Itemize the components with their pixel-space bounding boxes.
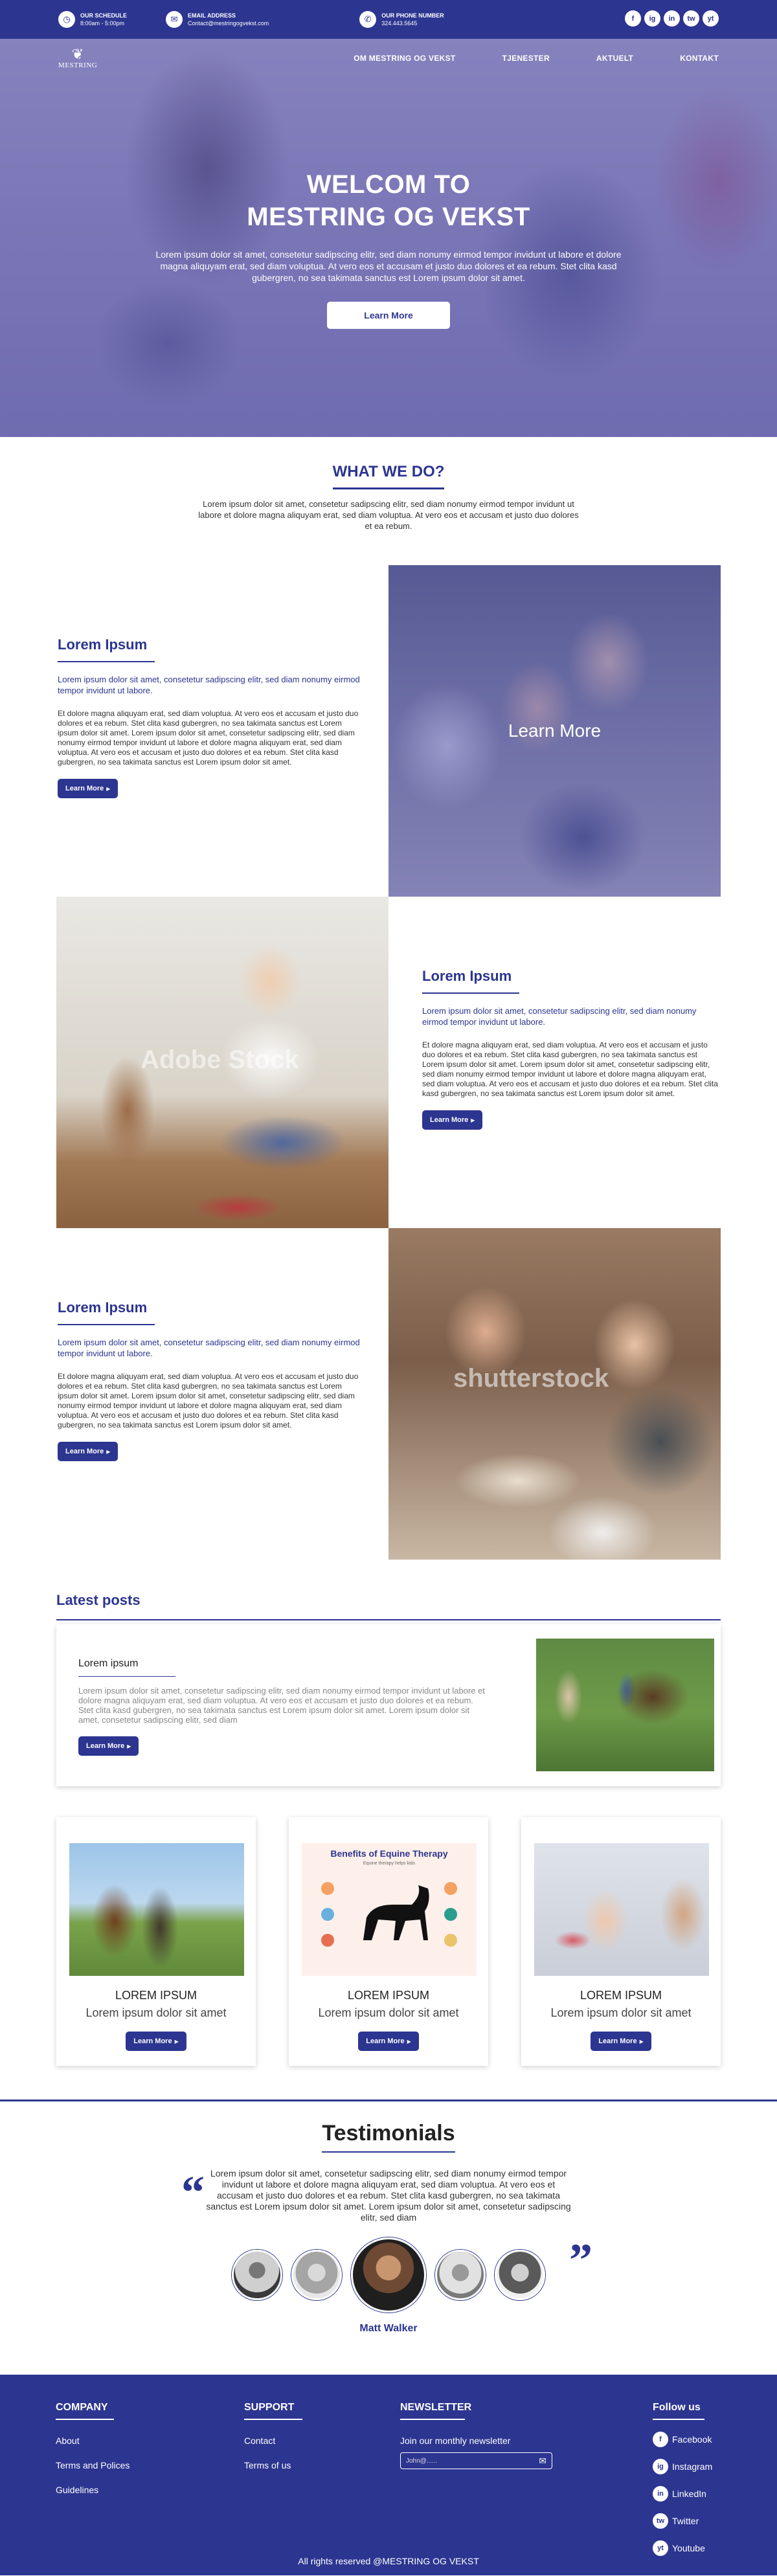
- post-cards: [56, 1817, 721, 2066]
- main-nav: [0, 39, 777, 78]
- post-card-2-subtitle: Lorem ipsum dolor sit amet: [318, 2006, 459, 2019]
- post-card-3: [521, 1817, 721, 2066]
- schedule-info: [58, 11, 127, 28]
- featured-post-button-label: Learn More: [86, 1742, 125, 1750]
- testimonial-name: Matt Walker: [359, 2323, 418, 2334]
- post-card-1: [56, 1817, 256, 2066]
- what-we-do-section: [0, 437, 777, 532]
- phone-label: OUR PHONE NUMBER: [381, 12, 444, 19]
- feature-1-learn-more-button[interactable]: [58, 779, 118, 798]
- social-icons: [625, 10, 719, 27]
- footer-youtube-link[interactable]: [653, 2540, 712, 2556]
- feature-2-title: Lorem Ipsum: [422, 968, 519, 994]
- nav-links: [354, 54, 719, 63]
- close-quote-icon: ”: [569, 2234, 592, 2286]
- feature-1-button-label: Learn More: [65, 785, 104, 792]
- youtube-icon: yt: [653, 2540, 668, 2556]
- footer-support-title: SUPPORT: [244, 2402, 302, 2420]
- phone-value[interactable]: 324.443.5645: [381, 20, 418, 27]
- footer-newsletter-title: NEWSLETTER: [400, 2402, 465, 2420]
- footer-link-guidelines[interactable]: Guidelines: [56, 2485, 99, 2495]
- featured-post-card: [56, 1624, 721, 1786]
- hero-learn-more-button[interactable]: Learn More: [327, 302, 450, 329]
- hero-text: Lorem ipsum dolor sit amet, consetetur sadipscing elitr, sed diam nonumy eirmod tempor invidunt ut labore et dolore magna aliquyam erat, sed diam voluptua. At vero eos et accusam et justo duo dolores et ea rebum. Stet clita kasd gubergren, no sea takimata sanctus est Lorem ipsum dolor sit amet.: [155, 249, 622, 283]
- feature-2-button-label: Learn More: [430, 1116, 469, 1124]
- feature-3-title: Lorem Ipsum: [58, 1299, 155, 1325]
- footer: [0, 2375, 777, 2575]
- feature-2-text: [388, 897, 721, 1228]
- play-arrow-icon: ▶: [106, 786, 111, 792]
- feature-2-image: [56, 897, 388, 1228]
- hero-title-line2: MESTRING OG VEKST: [247, 203, 530, 231]
- twitter-icon: tw: [653, 2513, 668, 2529]
- play-arrow-icon: ▶: [127, 1743, 131, 1749]
- feature-3-image: [388, 1228, 721, 1560]
- feature-1-body: Et dolore magna aliquyam erat, sed diam voluptua. At vero eos et accusam et justo duo dolores et ea rebum. Stet clita kasd gubergren, no sea takimata sanctus est Lorem ipsum dolor sit amet. Lorem ipsum dolor sit amet, consetetur sadipscing elitr, sed diam nonumy eirmod tempor invidunt ut labore et dolore magna aliquyam erat, sed diam voluptua. At vero eos et accusam et justo duo dolores et ea rebum. Stet clita kasd gubergren, no sea takimata sanctus est Lorem ipsum dolor sit amet.: [58, 709, 359, 767]
- feature-row-3: [56, 1228, 721, 1560]
- post-card-3-title: LOREM IPSUM: [580, 1989, 662, 2002]
- nav-link-om-mestring[interactable]: OM MESTRING OG VEKST: [354, 54, 456, 63]
- testimonials-title: Testimonials: [322, 2121, 455, 2153]
- facebook-icon[interactable]: f: [625, 10, 641, 27]
- play-arrow-icon: ▶: [639, 2039, 644, 2044]
- latest-posts-title: Latest posts: [56, 1592, 721, 1620]
- email-label: EMAIL ADDRESS: [188, 12, 236, 19]
- avatar[interactable]: [435, 2250, 486, 2300]
- post-card-3-learn-more-button[interactable]: [591, 2032, 651, 2051]
- testimonial-text: Lorem ipsum dolor sit amet, consetetur sadipscing elitr, sed diam nonumy eirmod tempor invidunt ut labore et dolore magna aliquyam erat, sed diam voluptua. At vero eos et accusam et justo duo dolores et ea rebum. Stet clita kasd gubergren, no sea takimata sanctus est Lorem ipsum dolor sit amet. Lorem ipsum dolor sit amet, consetetur sadipscing elitr, sed diam: [206, 2168, 571, 2223]
- newsletter-text: Join our monthly newsletter: [400, 2436, 511, 2446]
- hero-title-line1: WELCOM TO: [306, 170, 471, 199]
- post-card-2-image: [302, 1843, 477, 1976]
- featured-post-image: [536, 1639, 714, 1771]
- instagram-label: Instagram: [672, 2461, 713, 2472]
- avatar[interactable]: [495, 2250, 545, 2300]
- feature-2-watermark: Adobe Stock: [141, 1046, 299, 1074]
- post-card-1-learn-more-button[interactable]: [126, 2032, 186, 2051]
- play-arrow-icon: ▶: [174, 2039, 179, 2044]
- footer-link-terms-policies[interactable]: Terms and Polices: [56, 2460, 130, 2470]
- footer-support: [244, 2402, 302, 2470]
- feature-1-text: [56, 565, 388, 897]
- feature-2-body: Et dolore magna aliquyam erat, sed diam voluptua. At vero eos et accusam et justo duo dolores et ea rebum. Stet clita kasd gubergren, no sea takimata sanctus est Lorem ipsum dolor sit amet. Lorem ipsum dolor sit amet, consetetur sadipscing elitr, sed diam nonumy eirmod tempor invidunt ut labore et dolore magna aliquyam erat, sed diam voluptua. At vero eos et accusam et justo duo dolores et ea rebum. Stet clita kasd gubergren, no sea takimata sanctus est Lorem ipsum dolor sit amet.: [422, 1040, 718, 1098]
- nav-link-aktuelt[interactable]: AKTUELT: [596, 54, 634, 63]
- feature-row-1: [56, 565, 721, 897]
- feature-1-image-overlay[interactable]: Learn More: [508, 721, 602, 741]
- phone-icon: ✆: [359, 11, 376, 28]
- nav-link-tjenester[interactable]: TJENESTER: [502, 54, 550, 63]
- feature-1-title: Lorem Ipsum: [58, 636, 155, 662]
- footer-follow-title: Follow us: [653, 2402, 704, 2420]
- footer-facebook-link[interactable]: [653, 2432, 712, 2447]
- feature-row-2: [56, 897, 721, 1228]
- post-card-3-subtitle: Lorem ipsum dolor sit amet: [550, 2006, 692, 2019]
- email-info[interactable]: [166, 11, 269, 28]
- footer-instagram-link[interactable]: [653, 2459, 712, 2474]
- featured-post-text: [78, 1639, 486, 1786]
- phone-info[interactable]: [359, 11, 444, 28]
- youtube-label: Youtube: [672, 2543, 705, 2553]
- facebook-icon: f: [653, 2432, 668, 2447]
- envelope-icon[interactable]: ✉: [539, 2455, 546, 2466]
- post-card-1-image: [69, 1843, 244, 1976]
- post-card-2-learn-more-button[interactable]: [358, 2032, 418, 2051]
- play-arrow-icon: ▶: [471, 1117, 475, 1123]
- play-arrow-icon: ▶: [106, 1449, 111, 1455]
- twitter-label: Twitter: [672, 2516, 699, 2526]
- footer-linkedin-link[interactable]: [653, 2486, 712, 2502]
- hero-content: [0, 168, 777, 329]
- top-info-bar: [0, 0, 777, 39]
- feature-3-learn-more-button[interactable]: [58, 1442, 118, 1461]
- footer-link-about[interactable]: About: [56, 2436, 80, 2446]
- email-value[interactable]: Contact@mestringogvekst.com: [188, 20, 269, 27]
- avatar[interactable]: [232, 2250, 282, 2300]
- feature-2-lead: Lorem ipsum dolor sit amet, consetetur sadipscing elitr, sed diam nonumy eirmod tempor invidunt ut labore.: [422, 1006, 697, 1027]
- hero-section: [0, 39, 777, 437]
- feature-3-text: [56, 1228, 388, 1560]
- linkedin-icon[interactable]: in: [664, 10, 680, 27]
- footer-twitter-link[interactable]: [653, 2513, 712, 2529]
- equine-image-title: Benefits of Equine Therapy: [330, 1848, 448, 1859]
- footer-company-title: COMPANY: [56, 2402, 114, 2420]
- feature-1-lead: Lorem ipsum dolor sit amet, consetetur sadipscing elitr, sed diam nonumy eirmod tempor invidunt ut labore.: [58, 675, 360, 695]
- footer-link-terms-of-us[interactable]: Terms of us: [244, 2460, 291, 2470]
- newsletter-placeholder: John@......: [406, 2457, 438, 2465]
- what-we-do-text: Lorem ipsum dolor sit amet, consetetur sadipscing elitr, sed diam nonumy eirmod tempor invidunt ut labore et dolore magna aliquyam erat, sed diam voluptua. At vero eos et accusam et justo duo dolores et ea rebum.: [198, 499, 579, 531]
- instagram-icon[interactable]: ig: [644, 10, 660, 27]
- post-card-2-title: LOREM IPSUM: [347, 1989, 430, 2002]
- avatar[interactable]: [291, 2250, 342, 2300]
- what-we-do-title: WHAT WE DO?: [333, 463, 445, 489]
- post-card-1-subtitle: Lorem ipsum dolor sit amet: [85, 2006, 227, 2019]
- feature-3-lead: Lorem ipsum dolor sit amet, consetetur sadipscing elitr, sed diam nonumy eirmod tempor invidunt ut labore.: [58, 1338, 360, 1358]
- testimonials-section: [0, 2100, 777, 2375]
- featured-post-body: Lorem ipsum dolor sit amet, consetetur sadipscing elitr, sed diam nonumy eirmod tempor invidunt ut labore et dolore magna aliquyam erat, sed diam voluptua. At vero eos et accusam et justo duo dolores et ea rebum. Stet clita kasd gubergren, no sea takimata sanctus est Lorem ipsum dolor sit amet. Lorem ipsum dolor sit amet, consetetur sadipscing elitr, sed diam: [78, 1686, 485, 1725]
- footer-newsletter: [400, 2402, 552, 2469]
- feature-3-watermark: shutterstock: [453, 1364, 609, 1393]
- testimonial-avatars: [0, 2234, 777, 2313]
- footer-link-contact[interactable]: Contact: [244, 2436, 276, 2446]
- logo[interactable]: [58, 47, 97, 69]
- feature-3-body: Et dolore magna aliquyam erat, sed diam voluptua. At vero eos et accusam et justo duo dolores et ea rebum. Stet clita kasd gubergren, no sea takimata sanctus est Lorem ipsum dolor sit amet. Lorem ipsum dolor sit amet, consetetur sadipscing elitr, sed diam nonumy eirmod tempor invidunt ut labore et dolore magna aliquyam erat, sed diam voluptua. At vero eos et accusam et justo duo dolores et ea rebum. Stet clita kasd gubergren, no sea takimata sanctus est Lorem ipsum dolor sit amet.: [58, 1372, 359, 1429]
- linkedin-label: LinkedIn: [672, 2489, 706, 2499]
- post-card-1-button-label: Learn More: [133, 2037, 172, 2045]
- avatar-active[interactable]: [351, 2237, 426, 2313]
- logo-text: MESTRING: [58, 62, 98, 69]
- instagram-icon: ig: [653, 2459, 668, 2474]
- post-card-2-button-label: Learn More: [366, 2037, 405, 2045]
- facebook-label: Facebook: [672, 2434, 712, 2445]
- feature-2-learn-more-button[interactable]: [422, 1110, 482, 1130]
- schedule-label: OUR SCHEDULE: [80, 12, 128, 19]
- horse-silhouette-illustration: [302, 1843, 477, 1976]
- equine-image-subtitle: Equine therapy helps kids: [363, 1861, 416, 1866]
- twitter-icon[interactable]: tw: [683, 10, 699, 27]
- tree-icon: ❦: [71, 46, 84, 62]
- latest-posts-section: [56, 1592, 721, 1786]
- footer-company: [56, 2402, 130, 2495]
- copyright-text: All rights reserved @MESTRING OG VEKST: [298, 2556, 479, 2566]
- featured-post-title: Lorem ipsum: [78, 1658, 175, 1677]
- post-card-3-image: [534, 1843, 709, 1976]
- schedule-value: 8:00am - 5:00pm: [80, 20, 125, 27]
- footer-follow: [653, 2402, 712, 2556]
- linkedin-icon: in: [653, 2486, 668, 2502]
- post-card-3-button-label: Learn More: [598, 2037, 637, 2045]
- youtube-icon[interactable]: yt: [703, 10, 719, 27]
- envelope-icon: ✉: [166, 11, 183, 28]
- post-card-2: [289, 1817, 488, 2066]
- open-quote-icon: “: [181, 2166, 205, 2218]
- newsletter-email-input[interactable]: [400, 2452, 552, 2469]
- play-arrow-icon: ▶: [407, 2039, 411, 2044]
- feature-1-image[interactable]: [388, 565, 721, 897]
- hero-title: [0, 168, 777, 233]
- clock-icon: ◷: [58, 11, 75, 28]
- featured-post-learn-more-button[interactable]: [78, 1736, 139, 1756]
- post-card-1-title: LOREM IPSUM: [115, 1989, 197, 2002]
- nav-link-kontakt[interactable]: KONTAKT: [680, 54, 719, 63]
- feature-3-button-label: Learn More: [65, 1448, 104, 1455]
